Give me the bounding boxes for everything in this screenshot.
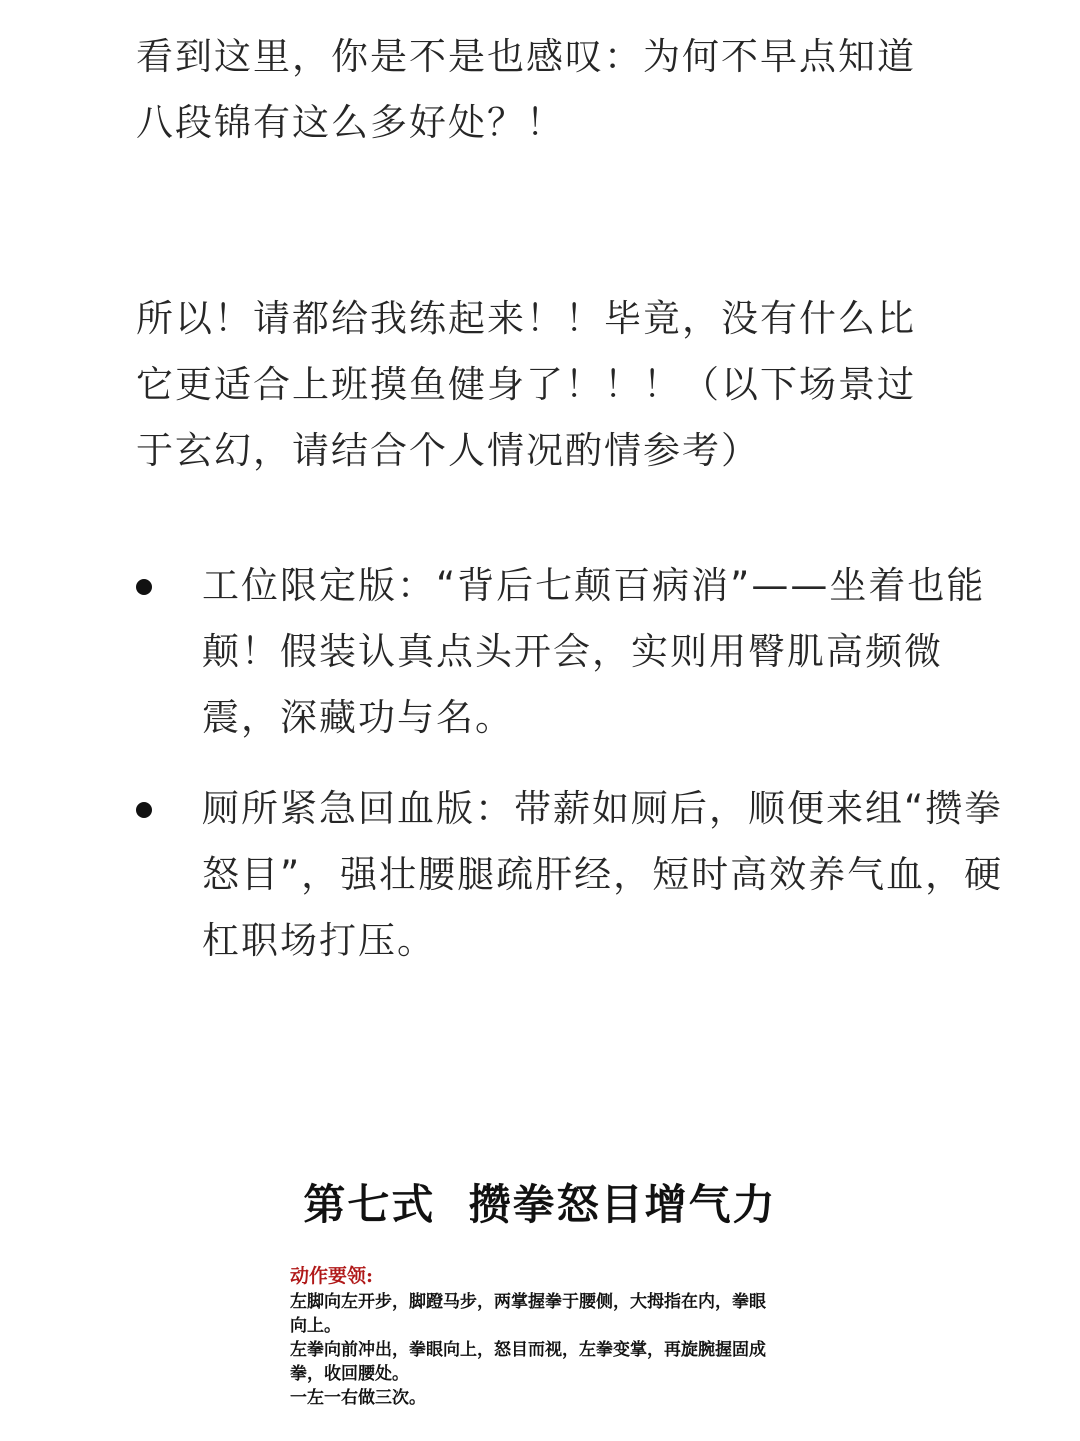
- practice-paragraph: 所以！请都给我练起来！！毕竟，没有什么比它更适合上班摸鱼健身了！！！（以下场景过于玄幻，请结合个人情况酌情参考）: [136, 297, 916, 472]
- section-title: 第七式 攒拳怒目增气力: [303, 1180, 777, 1229]
- list-item-text: 厕所紧急回血版：带薪如厕后，顺便来组“攒拳怒目”，强壮腰腿疏肝经，短时高效养气血，硬杠职场打压。: [202, 787, 1004, 962]
- key-points-heading: 动作要领:: [290, 1265, 374, 1287]
- list-item: [136, 553, 1014, 751]
- key-points-box: [290, 1262, 770, 1410]
- intro-paragraph: 看到这里，你是不是也感叹：为何不早点知道八段锦有这么多好处？！: [136, 35, 916, 144]
- list-item: [136, 776, 1014, 974]
- key-point-line: 左脚向左开步，脚蹬马步，两掌握拳于腰侧，大拇指在内，拳眼向上。: [290, 1292, 766, 1336]
- bullet-icon: [136, 579, 152, 595]
- key-point-line: 一左一右做三次。: [290, 1388, 426, 1408]
- list-item-text: 工位限定版：“背后七颠百病消”——坐着也能颠！假装认真点头开会，实则用臀肌高频微震，深藏功与名。: [202, 564, 986, 739]
- bullet-icon: [136, 802, 152, 818]
- key-point-line: 左拳向前冲出，拳眼向上，怒目而视，左拳变掌，再旋腕握固成拳，收回腰处。: [290, 1340, 766, 1384]
